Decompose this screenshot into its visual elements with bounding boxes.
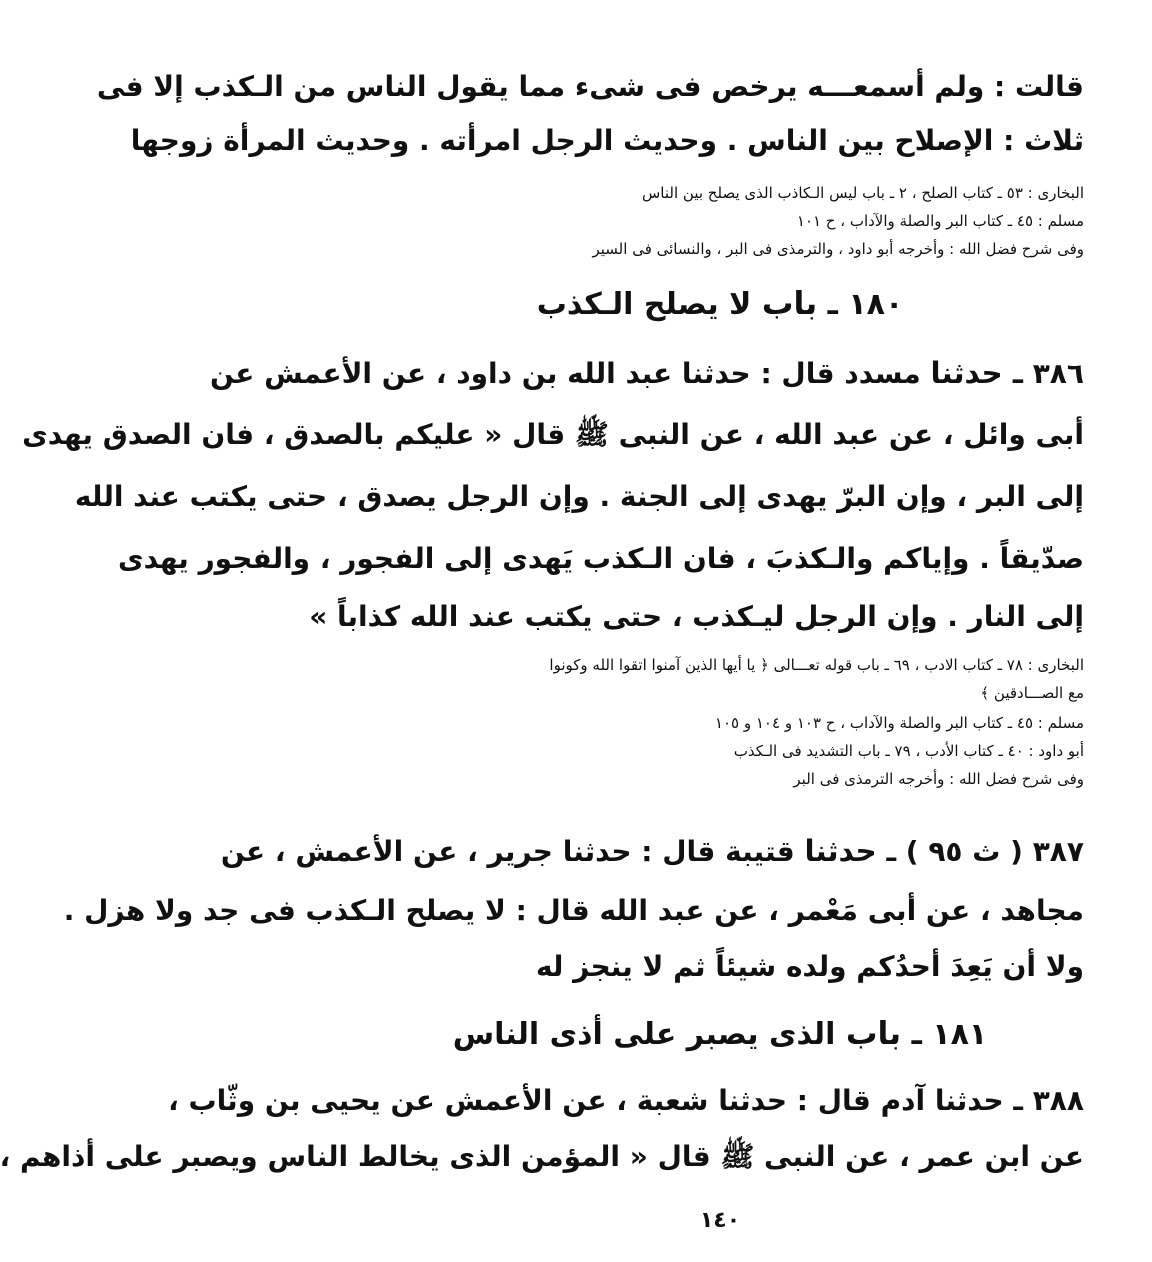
chapter-number: ١٨٠ [848,287,904,322]
hadith-lead: حدثنا [804,834,877,868]
text-line: أبى وائل ، عن عبد الله ، عن النبى ﷺ قال « عليكم بالصدق ، فان الصدق يهدى [22,418,1084,451]
text-line: صدّيقاً . وإياكم والـكذبَ ، فان الـكذب يَهدى إلى الفجور ، والفجور يهدى [117,542,1084,575]
footnote-line: أبو داود : ٤٠ ـ كتاب الأدب ، ٧٩ ـ باب التشديد فى الـكذب [733,742,1084,760]
text-line: مجاهد ، عن أبى مَعْمر ، عن عبد الله قال : لا يصلح الـكذب فى جد ولا هزل . [63,894,1084,927]
hadith-first-line [168,1084,1084,1118]
hadith-number: ٣٨٨ [1032,1084,1084,1117]
text-line: إلى البر ، وإن البرّ يهدى إلى الجنة . وإن الرجل يصدق ، حتى يكتب عند الله [74,480,1084,513]
footnote-line: وفى شرح فضل الله : وأخرجه أبو داود ، والترمذى فى البر ، والنسائى فى السير [592,240,1084,258]
hadith-lead: ـ حدثنا [930,356,1023,390]
hadith-text: قتيبة قال : حدثنا جرير ، عن الأعمش ، عن [220,835,795,868]
footnote-line: مع الصـــادقين ﴾ [980,684,1084,702]
chapter-title: لا يصلح الـكذب [536,287,752,322]
chapter-title: الذى يصبر على أذى الناس [452,1017,836,1052]
chapter-bab: باب [845,1016,902,1052]
hadith-first-line [220,834,1084,869]
chapter-number: ١٨١ [932,1017,988,1052]
footnote-line: مسلم : ٤٥ ـ كتاب البر والصلة والآداب ، ح ١٠٣ و ١٠٤ و ١٠٥ [714,714,1084,732]
hadith-number: ٣٨٦ [1032,357,1084,390]
hadith-text: ـ حدثنا آدم قال : حدثنا شعبة ، عن الأعمش عن يحيى بن وثّاب ، [168,1084,1023,1117]
chapter-bab: باب [761,286,818,322]
chapter-heading [288,286,1152,324]
text-line: قالت : ولم أسمعـــه يرخص فى شىء مما يقول الناس من الـكذب إلا فى [96,70,1084,103]
hadith-text: مسدد قال : حدثنا عبد الله بن داود ، عن الأعمش عن [210,357,921,390]
hadith-first-line [210,356,1084,391]
chapter-dash: ـ [911,1017,922,1052]
text-line: عن ابن عمر ، عن النبى ﷺ قال « المؤمن الذى يخالط الناس ويصبر على أذاهم ، [0,1140,1084,1173]
hadith-number: ٣٨٧ [1032,835,1084,868]
hadith-ref: ( ث ٩٥ ) ـ [886,835,1023,868]
footnote-line: البخارى : ٥٣ ـ كتاب الصلح ، ٢ ـ باب ليس الـكاذب الذى يصلح بين الناس [642,184,1084,202]
footnote-line: وفى شرح فضل الله : وأخرجه الترمذى فى البر [793,770,1084,788]
text-line: ثلاث : الإصلاح بين الناس . وحديث الرجل امرأته . وحديث المرأة زوجها [130,124,1084,157]
footnote-line: مسلم : ٤٥ ـ كتاب البر والصلة والآداب ، ح ١٠١ [796,212,1084,230]
text-line: إلى النار . وإن الرجل ليـكذب ، حتى يكتب عند الله كذاباً » [309,600,1084,633]
text-line: ولا أن يَعِدَ أحدُكم ولده شيئاً ثم لا ينجز له [535,950,1084,983]
page-number: ١٤٠ [699,1208,741,1233]
chapter-heading [288,1016,1152,1054]
footnote-line: البخارى : ٧٨ ـ كتاب الادب ، ٦٩ ـ باب قوله تعـــالى ﴿ يا أيها الذين آمنوا اتقوا الله وكونوا [549,656,1084,674]
chapter-dash: ـ [827,287,838,322]
